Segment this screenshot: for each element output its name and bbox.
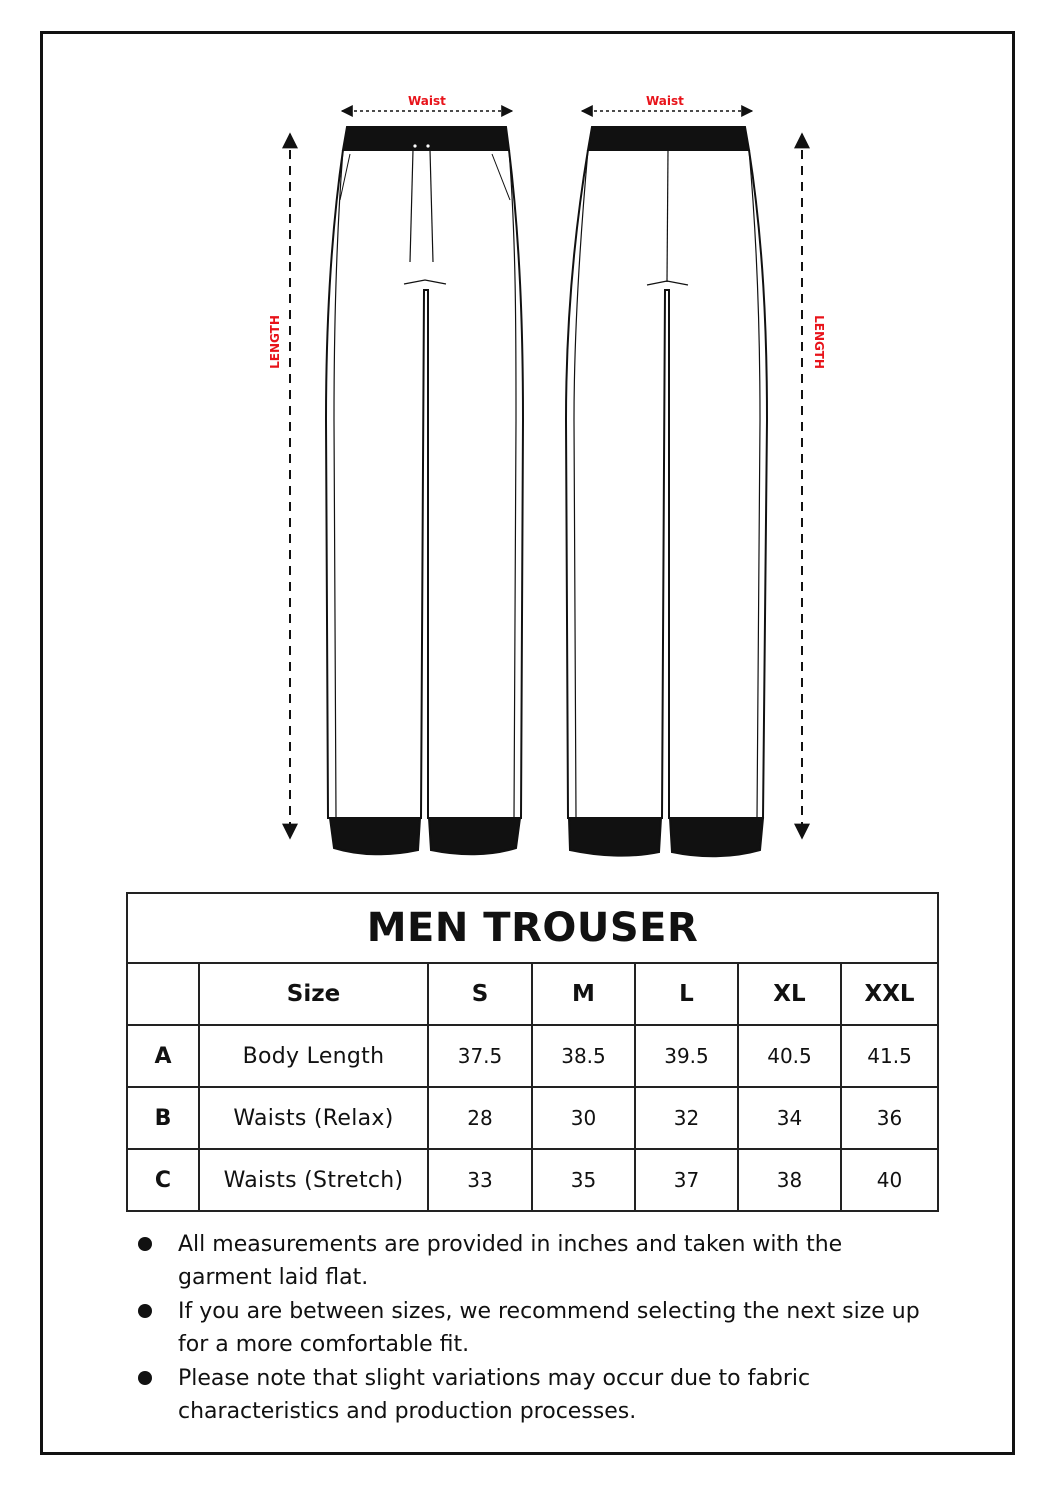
table-title: MEN TROUSER	[127, 893, 938, 963]
header-size-m: M	[532, 963, 635, 1025]
row-value: 37	[635, 1149, 738, 1211]
length-label-front	[262, 312, 288, 372]
bullet-icon	[138, 1304, 152, 1318]
header-empty-cell	[127, 963, 199, 1025]
header-size: Size	[199, 963, 428, 1025]
list-item	[138, 1295, 938, 1361]
row-value: 36	[841, 1087, 938, 1149]
front-trouser	[326, 127, 523, 854]
header-size-l: L	[635, 963, 738, 1025]
note-text: All measurements are provided in inches and taken with the garment laid flat.	[178, 1232, 843, 1290]
row-value: 40.5	[738, 1025, 841, 1087]
row-value: 39.5	[635, 1025, 738, 1087]
note-text: Please note that slight variations may occur due to fabric characteristics and production processes.	[178, 1366, 811, 1424]
waist-label-back: Waist	[646, 94, 684, 108]
length-label-front-text: LENGTH	[268, 315, 282, 369]
row-value: 38.5	[532, 1025, 635, 1087]
row-value: 33	[428, 1149, 532, 1211]
header-size-s: S	[428, 963, 532, 1025]
size-chart-table	[126, 892, 939, 1212]
table-header-row	[127, 963, 938, 1025]
list-item	[138, 1228, 938, 1294]
table-row	[127, 1149, 938, 1211]
row-key: B	[127, 1087, 199, 1149]
header-size-xl: XL	[738, 963, 841, 1025]
notes-list	[138, 1228, 938, 1429]
row-value: 40	[841, 1149, 938, 1211]
row-label: Waists (Relax)	[199, 1087, 428, 1149]
row-value: 30	[532, 1087, 635, 1149]
row-value: 34	[738, 1087, 841, 1149]
row-value: 35	[532, 1149, 635, 1211]
row-value: 37.5	[428, 1025, 532, 1087]
note-text: If you are between sizes, we recommend selecting the next size up for a more comfortable fit.	[178, 1299, 920, 1357]
row-value: 38	[738, 1149, 841, 1211]
list-item	[138, 1362, 938, 1428]
row-label: Waists (Stretch)	[199, 1149, 428, 1211]
row-value: 32	[635, 1087, 738, 1149]
header-size-xxl: XXL	[841, 963, 938, 1025]
table-row	[127, 1025, 938, 1087]
waist-label-front: Waist	[408, 94, 446, 108]
row-value: 28	[428, 1087, 532, 1149]
bullet-icon	[138, 1237, 152, 1251]
table-row	[127, 1087, 938, 1149]
length-label-back-text: LENGTH	[812, 315, 826, 369]
row-label: Body Length	[199, 1025, 428, 1087]
back-trouser	[566, 127, 767, 856]
row-value: 41.5	[841, 1025, 938, 1087]
bullet-icon	[138, 1371, 152, 1385]
row-key: A	[127, 1025, 199, 1087]
row-key: C	[127, 1149, 199, 1211]
length-label-back	[806, 312, 832, 372]
